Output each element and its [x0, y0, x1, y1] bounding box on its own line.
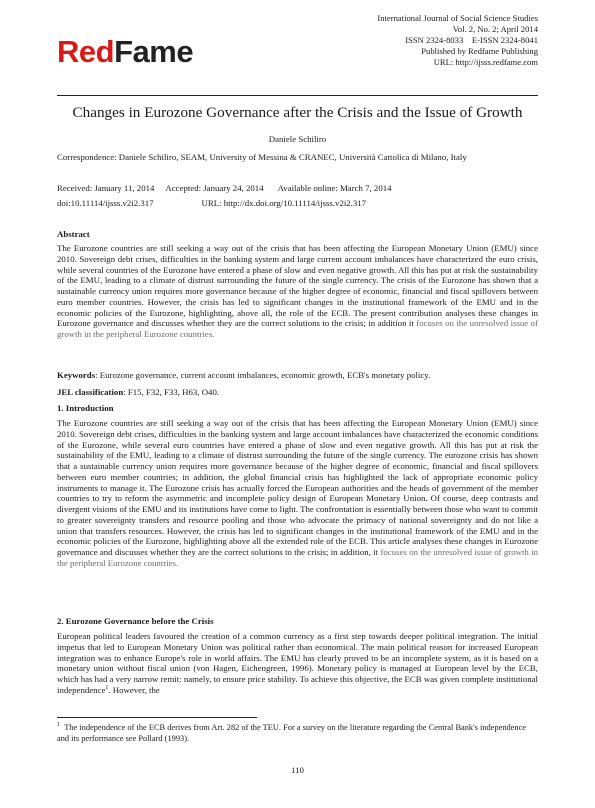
journal-name: International Journal of Social Science Studies — [377, 13, 538, 23]
available-date: Available online: March 7, 2014 — [277, 183, 392, 193]
jel-text: : F15, F32, F33, H63, O40. — [123, 387, 220, 397]
section-1-heading: 1. Introduction — [57, 403, 114, 413]
keywords-text: : Eurozone governance, current account imbalances, economic growth, ECB's monetary policy. — [95, 370, 431, 380]
dates-line — [57, 183, 392, 193]
abstract-heading: Abstract — [57, 229, 90, 239]
footnote-text: The independence of the ECB derives from Art. 282 of the TEU. For a survey on the literature regarding the Central Bank's independence and its performance see Pollard (1993). — [57, 723, 527, 743]
logo-fame-part: Fame — [114, 34, 194, 69]
footnote — [57, 723, 538, 744]
doi[interactable]: doi:10.11114/ijsss.v2i2.317 — [57, 198, 154, 208]
author-name: Daniele Schiliro — [268, 134, 327, 144]
journal-publisher: Published by Redfame Publishing — [421, 45, 538, 56]
footnote-divider — [57, 717, 257, 718]
abstract-tail: focuses on the unresolved issue of growth in the peripheral Eurozone countries. — [57, 318, 538, 339]
abstract-text — [57, 243, 538, 340]
keywords-label: Keywords — [57, 370, 96, 380]
accepted-date: Accepted: January 24, 2014 — [165, 183, 264, 193]
abstract-body: The Eurozone countries are still seeking a way out of the crisis that has been affecting the European Monetary Union (EMU) since 2010. Sovereign debt crises, difficulties in the banking system and large current account imbalances have characterized the euro crisis, while several countries of the Eurozone have entered a phase of slow and even negative growth. All this has put at risk the sustainability of the EMU, leading to a climate of distrust surrounding the future of the single currency. The crisis of the Eurozone has shown that a sustainable currency union requires more governance because of the higher degree of economic, financial and fiscal spillovers between euro member countries. However, the crisis has led to significant changes in the institutional framework of the EMU and in the economic policies of the Eurozone, highlighting, above all, the role of the ECB. The present contribution analyses these changes in Eurozone governance and discusses whether they are the correct solutions to the crisis; in addition it — [57, 243, 538, 329]
page-number: 110 — [291, 765, 304, 775]
journal-info — [278, 13, 538, 68]
section-1-text — [57, 418, 538, 569]
section-1-tail: focuses on the unresolved issue of growth in the peripheral Eurozone countries. — [57, 547, 539, 568]
section-2-text — [57, 631, 538, 696]
jel-line — [57, 387, 219, 397]
article-title: Changes in Eurozone Governance after the Crisis and the Issue of Growth — [72, 104, 523, 121]
footnote-mark: 1 — [57, 722, 60, 729]
jel-label: JEL classification — [57, 387, 124, 397]
received-date: Received: January 11, 2014 — [57, 183, 155, 193]
correspondence: Correspondence: Daniele Schiliro, SEAM, University of Messina & CRANEC, Università Cattolica di Milano, Italy — [57, 152, 467, 162]
journal-url[interactable]: URL: http://ijsss.redfame.com — [433, 56, 538, 67]
section-2-heading: 2. Eurozone Governance before the Crisis — [57, 616, 214, 626]
header-divider — [57, 95, 538, 96]
keywords-line — [57, 370, 430, 380]
logo-red-part: Red — [57, 34, 115, 69]
journal-volume: Vol. 2, No. 2; April 2014 — [452, 23, 538, 34]
section-1-body: The Eurozone countries are still seeking a way out of the crisis that has been affecting the European Monetary Union (EMU) since 2010. Sovereign debt crises, difficulties in the banking system and large account imbalances have characterized the economic conditions of the Eurozone, while several euro countries have entered a phase of slow and even negative growth. All this has put at risk the sustainability of the EMU, leading to a climate of distrust surrounding the future of the single currency. The eurozone crisis has shown that a sustainable currency union requires more governance because of the higher degree of economic, financial and fiscal spillovers between euro member countries; in addition, the global financial crisis has highlighted the lack of appropriate economic policy instruments to manage it. The Eurozone crisis has actually forced the European authorities and the heads of government of the member countries to try to reform the asymmetric and incomplete policy design of European Monetary Union. Of course, deep contrasts and divergent visions of the EMU and its institutions have come to light. The confrontation is essentially between those who want to commit to greater sovereignty transfers and resource pooling and those who advocate the primacy of national sovereignty and do not like a union that transfers resources. However, the crisis has led to significant changes in the institutional framework of the EMU and in the economic policies of the Eurozone, highlighting above all the extended role of the ECB. This article analyses these changes in Eurozone governance and discusses whether they are the correct solutions to the crisis; in addition, it — [57, 418, 538, 557]
doi-line — [57, 198, 366, 208]
section-2-tail: . However, the — [108, 684, 160, 695]
journal-issn: ISSN 2324-8033 E-ISSN 2324-8041 — [405, 34, 538, 45]
redfame-logo — [57, 36, 193, 67]
doi-url[interactable]: URL: http://dx.doi.org/10.11114/ijsss.v2i2.317 — [201, 198, 367, 208]
footnote-ref[interactable]: 1 — [105, 684, 109, 691]
section-2-body: European political leaders favoured the creation of a common currency as a first step towards deeper political integration. The initial impetus that led to European Monetary Union was political rather than economical. The main political reason for increased European integration was to enhance Europe's role in world affairs. The EMU has clearly proved to be an incomplete system, as it is based on a monetary union without fiscal union (von Hagen, Eichengreen, 1996). Monetary policy is managed at European level by the ECB, which has had a very narrow remit: namely, to ensure price stability. To achieve this objective, the ECB was given complete institutional independence — [57, 631, 538, 695]
